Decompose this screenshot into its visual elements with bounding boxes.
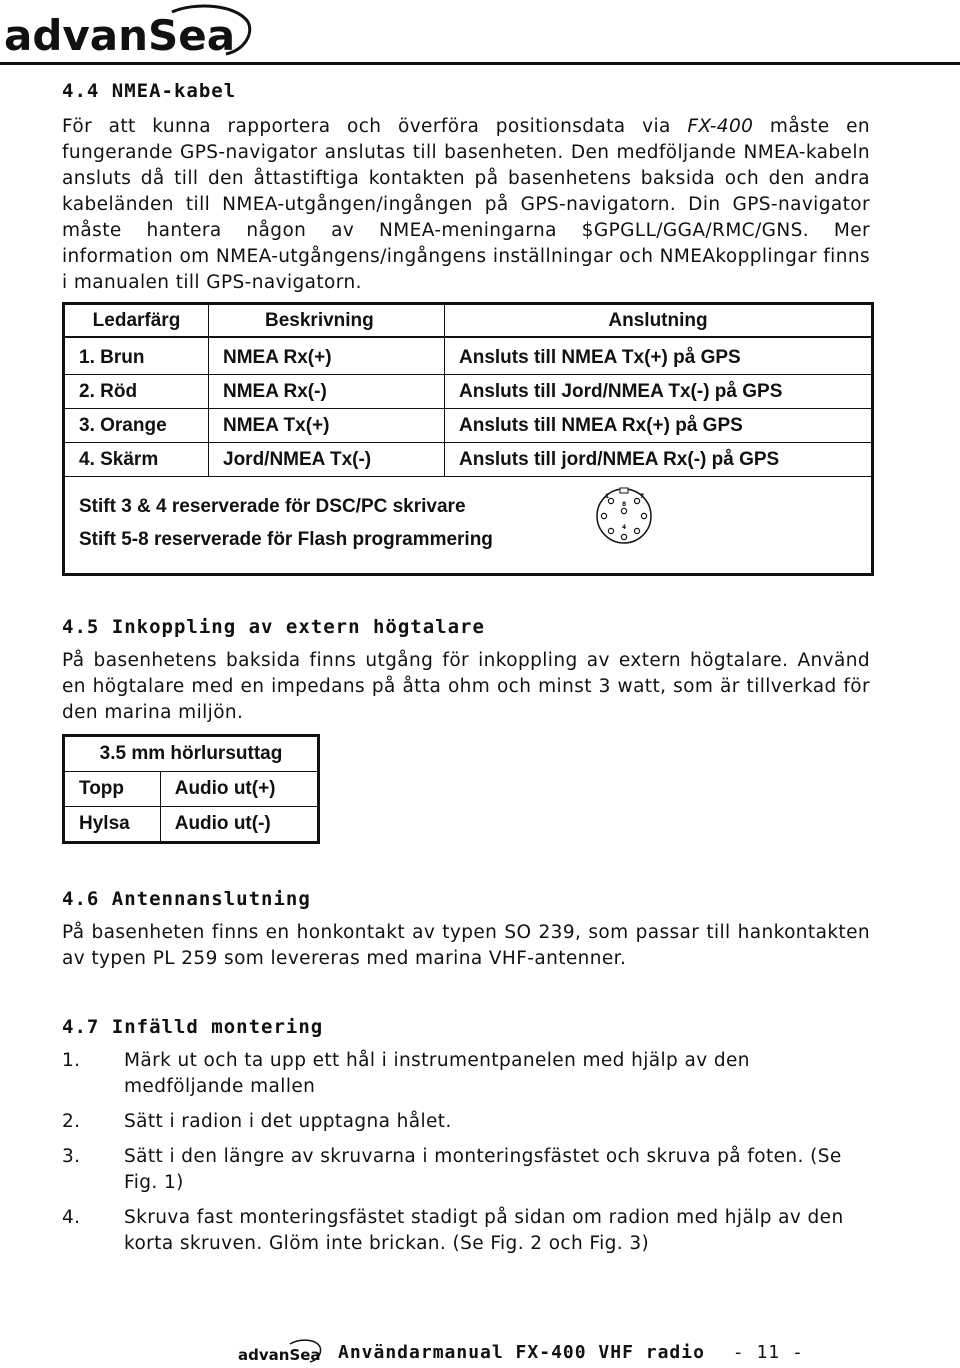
page-number: - 11 - bbox=[732, 1342, 804, 1363]
headphone-jack-header: 3.5 mm hörlursuttag bbox=[64, 736, 319, 772]
table-row bbox=[64, 807, 319, 843]
section-heading-antenna: 4.6 Antennanslutning bbox=[62, 888, 311, 910]
cell-color: 3. Orange bbox=[64, 409, 209, 443]
nmea-body bbox=[62, 114, 870, 296]
step-text: Sätt i den längre av skruvarna i monteringsfästet och skruva på foten. (Se Fig. 1) bbox=[124, 1146, 842, 1193]
col-header-color: Ledarfärg bbox=[64, 304, 209, 338]
pin-label: 7 bbox=[640, 493, 645, 500]
cell-signal: Audio ut(-) bbox=[160, 807, 318, 843]
note-dsc-pins: Stift 3 & 4 reserverade för DSC/PC skrivare bbox=[79, 496, 466, 517]
list-item bbox=[62, 1109, 870, 1135]
col-header-connection: Anslutning bbox=[445, 304, 873, 338]
table-notes-row bbox=[64, 477, 873, 575]
footer-title bbox=[338, 1342, 804, 1363]
advansea-logo bbox=[4, 4, 254, 60]
section-heading-speaker: 4.5 Inkoppling av extern högtalare bbox=[62, 616, 485, 638]
cell-contact: Topp bbox=[64, 772, 161, 807]
header-rule bbox=[0, 62, 960, 65]
page-content bbox=[62, 78, 870, 1266]
cell-description: NMEA Rx(-) bbox=[209, 375, 445, 409]
nmea-wiring-table bbox=[62, 302, 874, 576]
page-footer bbox=[238, 1338, 804, 1368]
table-row bbox=[64, 337, 873, 375]
antenna-body: På basenheten finns en honkontakt av typen SO 239, som passar till hankontakten av typen PL 259 som levereras med marina VHF-antenner. bbox=[62, 922, 870, 969]
step-number: 3. bbox=[62, 1146, 81, 1167]
speaker-body: På basenhetens baksida finns utgång för inkoppling av extern högtalare. Använd en högtalare med en impedans på åtta ohm och minst 3 watt, som är tillverkad för den marina miljön. bbox=[62, 650, 870, 723]
list-item bbox=[62, 1048, 870, 1100]
table-row bbox=[64, 772, 319, 807]
nmea-body-part2: måste en fungerande GPS-navigator anslutas till basenheten. Den medföljande NMEA-kabeln ansluts då till den åttastiftiga kontakten på basenhetens baksida och den andra kabeländen till NMEA-utgången/ingången på GPS-navigatorn. Din GPS-navigator måste hantera någon av NMEA-meningarna $GPGLL/GGA/RMC/GNS. Mer information om NMEA-utgångens/ingångens inställningar och NMEAkopplingar finns i manualen till GPS-navigatorn. bbox=[62, 116, 870, 293]
footer-logo-text: advanSea bbox=[238, 1346, 321, 1364]
table-notes bbox=[64, 477, 873, 575]
list-item bbox=[62, 1205, 870, 1257]
table-header-row bbox=[64, 736, 319, 772]
cell-signal: Audio ut(+) bbox=[160, 772, 318, 807]
pin-label: 1 bbox=[605, 493, 610, 500]
cell-connection: Ansluts till NMEA Tx(+) på GPS bbox=[445, 337, 873, 375]
cell-connection: Ansluts till jord/NMEA Rx(-) på GPS bbox=[445, 443, 873, 477]
step-number: 2. bbox=[62, 1111, 81, 1132]
mounting-steps bbox=[62, 1048, 870, 1257]
note-flash-pins: Stift 5-8 reserverade för Flash programmering bbox=[79, 529, 493, 550]
logo-text: advanSea bbox=[4, 11, 236, 60]
manual-title: Användarmanual FX-400 VHF radio bbox=[338, 1342, 705, 1363]
step-number: 4. bbox=[62, 1207, 81, 1228]
step-text: Sätt i radion i det upptagna hålet. bbox=[124, 1111, 452, 1132]
nmea-body-part1: För att kunna rapportera och överföra positionsdata via bbox=[62, 116, 688, 137]
step-text: Skruva fast monteringsfästet stadigt på sidan om radion med hjälp av den korta skruven. Glöm inte brickan. (Se Fig. 2 och Fig. 3) bbox=[124, 1207, 844, 1254]
headphone-jack-table bbox=[62, 734, 320, 844]
section-heading-nmea: 4.4 NMEA-kabel bbox=[62, 80, 237, 102]
table-row bbox=[64, 443, 873, 477]
footer-logo bbox=[238, 1338, 322, 1366]
cell-description: Jord/NMEA Tx(-) bbox=[209, 443, 445, 477]
cell-color: 1. Brun bbox=[64, 337, 209, 375]
cell-description: NMEA Rx(+) bbox=[209, 337, 445, 375]
cell-connection: Ansluts till NMEA Rx(+) på GPS bbox=[445, 409, 873, 443]
table-header-row bbox=[64, 304, 873, 338]
pin-label: 8 bbox=[622, 501, 627, 508]
table-row bbox=[64, 375, 873, 409]
col-header-description: Beskrivning bbox=[209, 304, 445, 338]
cell-description: NMEA Tx(+) bbox=[209, 409, 445, 443]
list-item bbox=[62, 1144, 870, 1196]
cell-contact: Hylsa bbox=[64, 807, 161, 843]
step-text: Märk ut och ta upp ett hål i instrumentpanelen med hjälp av den medföljande mallen bbox=[124, 1050, 750, 1097]
step-number: 1. bbox=[62, 1050, 81, 1071]
pin-label: 4 bbox=[622, 524, 627, 531]
section-heading-mounting: 4.7 Infälld montering bbox=[62, 1016, 324, 1038]
nmea-body-model: FX-400 bbox=[687, 116, 754, 137]
cell-color: 4. Skärm bbox=[64, 443, 209, 477]
cell-connection: Ansluts till Jord/NMEA Tx(-) på GPS bbox=[445, 375, 873, 409]
connector-pinout-icon bbox=[595, 487, 653, 545]
cell-color: 2. Röd bbox=[64, 375, 209, 409]
table-row bbox=[64, 409, 873, 443]
